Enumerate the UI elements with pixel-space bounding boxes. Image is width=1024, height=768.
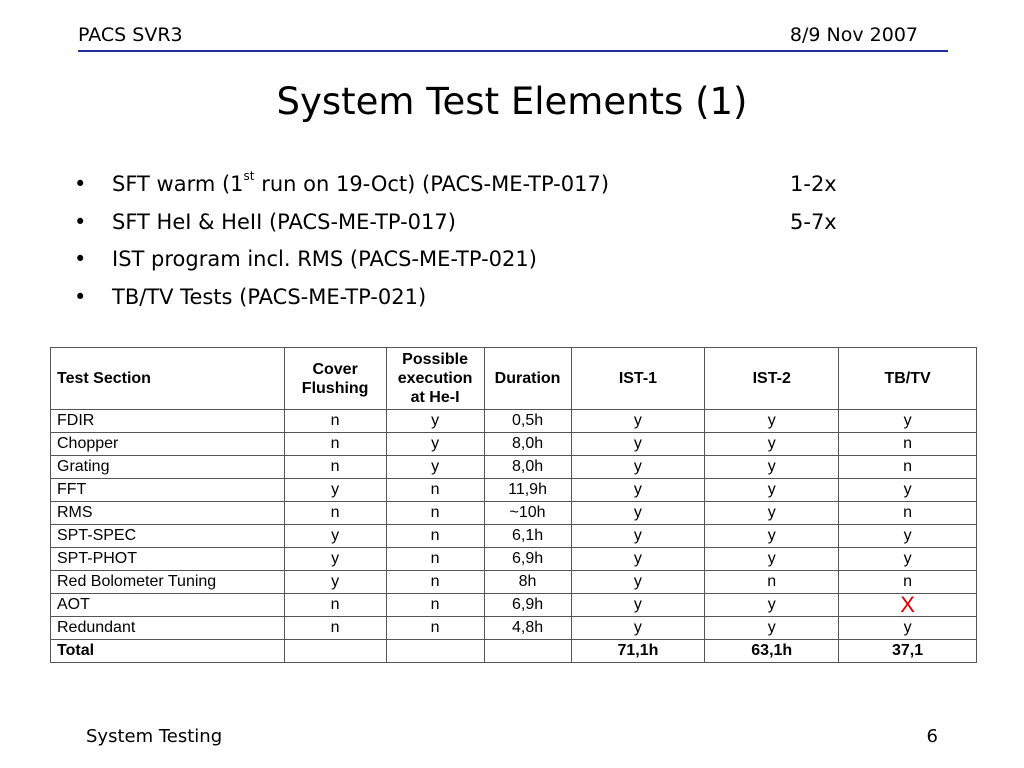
cell-duration: 11,9h xyxy=(484,479,571,502)
bullet-text: IST program incl. RMS (PACS-ME-TP-021) xyxy=(112,247,537,271)
cell-possible-execution: n xyxy=(386,548,484,571)
cell-tb-tv: n xyxy=(839,571,977,594)
table-row xyxy=(51,594,977,617)
cell-empty xyxy=(386,640,484,663)
cell-test-section: FFT xyxy=(51,479,285,502)
bullet-superscript: st xyxy=(243,169,255,183)
table-row xyxy=(51,525,977,548)
bullet-text-part: SFT warm (1 xyxy=(112,172,244,196)
cell-ist-1: y xyxy=(571,548,705,571)
cell-ist-2: y xyxy=(705,548,839,571)
cell-possible-execution: n xyxy=(386,479,484,502)
slide-title: System Test Elements (1) xyxy=(276,80,748,123)
cell-tb-tv: n xyxy=(839,502,977,525)
cell-possible-execution: n xyxy=(386,617,484,640)
cell-ist-2: n xyxy=(705,571,839,594)
bullet-text: SFT HeI & HeII (PACS-ME-TP-017) xyxy=(112,209,456,234)
table-total-row xyxy=(51,640,977,663)
cell-cover-flushing: y xyxy=(284,479,386,502)
cell-cover-flushing: y xyxy=(284,571,386,594)
cell-ist-1: y xyxy=(571,456,705,479)
cell-empty xyxy=(284,640,386,663)
cell-test-section: FDIR xyxy=(51,410,285,433)
cell-tb-tv: n xyxy=(839,433,977,456)
table-row xyxy=(51,456,977,479)
cell-ist-1: y xyxy=(571,571,705,594)
table-header-row xyxy=(51,348,977,410)
cell-duration: 6,9h xyxy=(484,548,571,571)
bullet-text xyxy=(112,169,610,196)
table-row xyxy=(51,571,977,594)
cell-cover-flushing: y xyxy=(284,525,386,548)
bullet-dot: • xyxy=(74,172,87,196)
table-row xyxy=(51,617,977,640)
header-text-line: Flushing xyxy=(301,379,369,397)
cell-possible-execution: y xyxy=(386,410,484,433)
cell-test-section: Chopper xyxy=(51,433,285,456)
header-text-line: execution xyxy=(397,370,473,387)
cell-test-section: Red Bolometer Tuning xyxy=(51,571,285,594)
header-duration: Duration xyxy=(484,348,571,410)
cell-ist-1: y xyxy=(571,617,705,640)
cell-total-tb-tv: 37,1 xyxy=(839,640,977,663)
bullet-text: TB/TV Tests (PACS-ME-TP-021) xyxy=(112,284,427,309)
cell-cover-flushing: n xyxy=(284,410,386,433)
cell-cover-flushing: n xyxy=(284,433,386,456)
cell-test-section: AOT xyxy=(51,594,285,617)
cell-ist-2: y xyxy=(705,456,839,479)
cell-tb-tv: y xyxy=(839,410,977,433)
bullet-quantity: 5-7x xyxy=(790,209,837,234)
bullet-text-part: run on 19-Oct) (PACS-ME-TP-017) xyxy=(254,172,610,196)
header-test-section: Test Section xyxy=(51,348,285,410)
cell-duration: 6,9h xyxy=(484,594,571,617)
cell-test-section: Redundant xyxy=(51,617,285,640)
cell-tb-tv-highlighted: X xyxy=(839,594,977,617)
cell-ist-1: y xyxy=(571,502,705,525)
cell-tb-tv: y xyxy=(839,479,977,502)
cell-possible-execution: n xyxy=(386,525,484,548)
cell-total-ist-2: 63,1h xyxy=(705,640,839,663)
cell-tb-tv: n xyxy=(839,456,977,479)
cell-ist-2: y xyxy=(705,525,839,548)
cell-test-section: Grating xyxy=(51,456,285,479)
header-cover-flushing xyxy=(284,348,386,410)
cell-ist-1: y xyxy=(571,433,705,456)
header-ist-1: IST-1 xyxy=(571,348,705,410)
cell-test-section: RMS xyxy=(51,502,285,525)
cell-possible-execution: n xyxy=(386,502,484,525)
cell-cover-flushing: y xyxy=(284,548,386,571)
cell-ist-2: y xyxy=(705,433,839,456)
cell-cover-flushing: n xyxy=(284,456,386,479)
header-text-line: Possible xyxy=(402,351,468,368)
header-possible-execution xyxy=(386,348,484,410)
cell-duration: ~10h xyxy=(484,502,571,525)
cell-ist-2: y xyxy=(705,410,839,433)
header-date: 8/9 Nov 2007 xyxy=(789,24,918,46)
cell-possible-execution: n xyxy=(386,594,484,617)
cell-ist-1: y xyxy=(571,594,705,617)
footer-section-name: System Testing xyxy=(86,726,223,747)
cell-possible-execution: n xyxy=(386,571,484,594)
cell-cover-flushing: n xyxy=(284,617,386,640)
cell-cover-flushing: n xyxy=(284,502,386,525)
cell-duration: 8,0h xyxy=(484,456,571,479)
cell-possible-execution: y xyxy=(386,433,484,456)
cell-test-section: SPT-SPEC xyxy=(51,525,285,548)
table-row xyxy=(51,433,977,456)
cell-tb-tv: y xyxy=(839,617,977,640)
table-row xyxy=(51,548,977,571)
cell-cover-flushing: n xyxy=(284,594,386,617)
cell-empty xyxy=(484,640,571,663)
header-tb-tv: TB/TV xyxy=(839,348,977,410)
cell-duration: 4,8h xyxy=(484,617,571,640)
test-elements-table xyxy=(50,347,977,663)
header-divider xyxy=(78,50,948,52)
cell-duration: 0,5h xyxy=(484,410,571,433)
footer-page-number: 6 xyxy=(926,726,938,747)
cell-tb-tv: y xyxy=(839,525,977,548)
cell-tb-tv: y xyxy=(839,548,977,571)
bullet-dot: • xyxy=(74,209,87,234)
bullet-dot: • xyxy=(74,247,87,271)
header-text-line: at He-I xyxy=(410,389,460,406)
bullet-quantity: 1-2x xyxy=(790,172,837,196)
cell-test-section: SPT-PHOT xyxy=(51,548,285,571)
cell-duration: 8,0h xyxy=(484,433,571,456)
cell-ist-2: y xyxy=(705,479,839,502)
header-ist-2: IST-2 xyxy=(705,348,839,410)
table-row xyxy=(51,410,977,433)
cell-ist-2: y xyxy=(705,502,839,525)
bullet-dot: • xyxy=(74,284,87,309)
cell-total-label: Total xyxy=(51,640,285,663)
cell-possible-execution: y xyxy=(386,456,484,479)
cell-ist-1: y xyxy=(571,525,705,548)
table-row xyxy=(51,502,977,525)
cell-ist-2: y xyxy=(705,617,839,640)
cell-ist-1: y xyxy=(571,410,705,433)
table-row xyxy=(51,479,977,502)
cell-ist-2: y xyxy=(705,594,839,617)
cell-total-ist-1: 71,1h xyxy=(571,640,705,663)
cell-ist-1: y xyxy=(571,479,705,502)
cell-duration: 8h xyxy=(484,571,571,594)
cell-duration: 6,1h xyxy=(484,525,571,548)
header-presentation-name: PACS SVR3 xyxy=(78,24,183,46)
header-text-line: Cover xyxy=(312,360,358,378)
